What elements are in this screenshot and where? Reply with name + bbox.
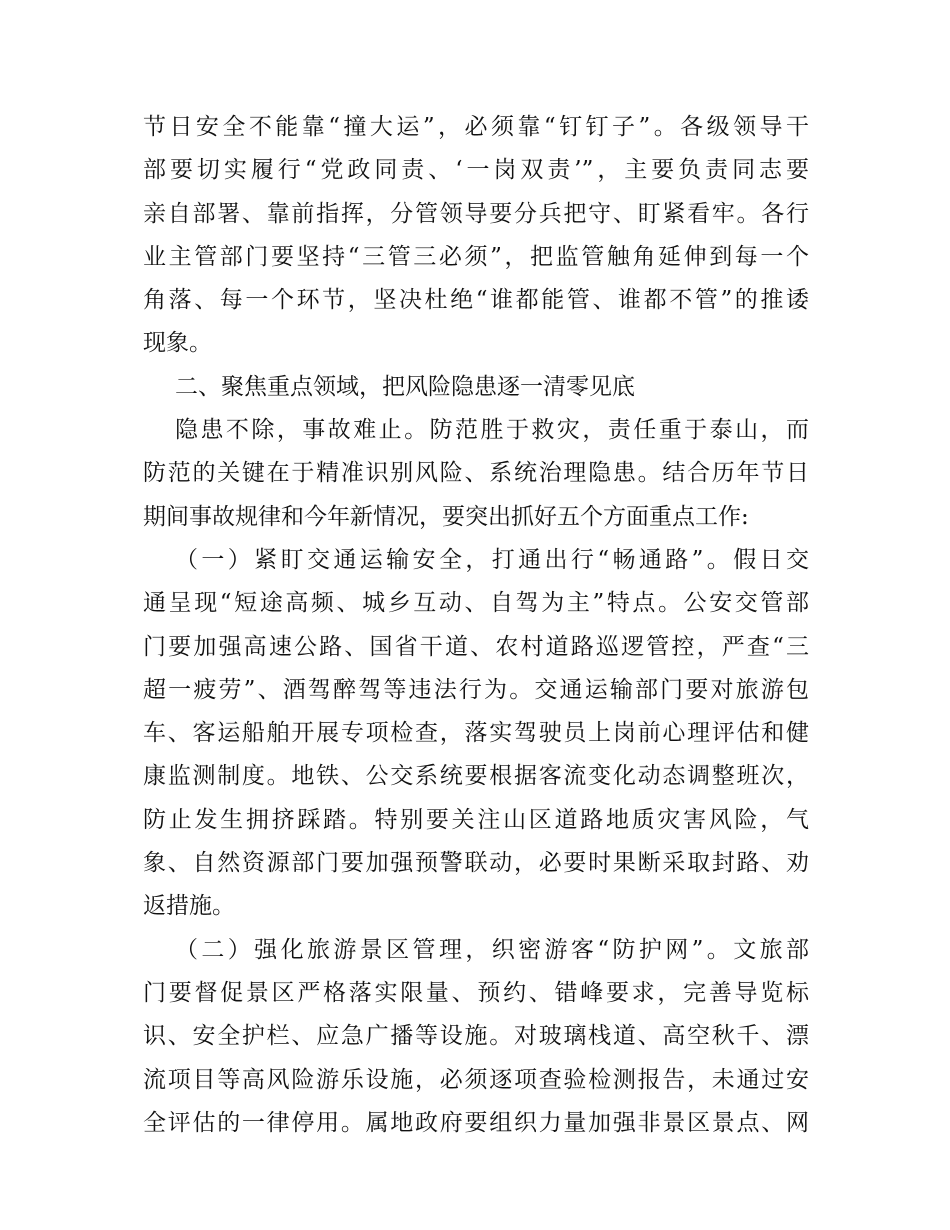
text-line: 流项目等高风险游乐设施，必须逐项查验检测报告，未通过安	[143, 1066, 809, 1093]
text-line: 防止发生拥挤踩踏。特别要关注山区道路地质灾害风险，气	[143, 806, 809, 833]
text-line: 期间事故规律和今年新情况，要突出抓好五个方面重点工作:	[143, 503, 749, 530]
text-line: （二）强化旅游景区管理，织密游客“防护网”。文旅部	[175, 936, 809, 963]
text-line: 超一疲劳”、酒驾醉驾等违法行为。交通运输部门要对旅游包	[143, 676, 809, 703]
text-line: 现象。	[143, 330, 212, 357]
text-line: 节日安全不能靠“撞大运”，必须靠“钉钉子”。各级领导干	[143, 114, 809, 140]
paragraph	[143, 539, 809, 929]
text-line: 通呈现“短途高频、城乡互动、自驾为主”特点。公安交管部	[143, 590, 809, 617]
text-line: 隐患不除，事故难止。防范胜于救灾，责任重于泰山，而	[175, 417, 809, 444]
text-line: 门要督促景区严格落实限量、预约、错峰要求，完善导览标	[143, 979, 809, 1006]
text-line: 康监测制度。地铁、公交系统要根据客流变化动态调整班次，	[143, 763, 809, 790]
paragraph	[143, 366, 809, 409]
text-line: 角落、每一个环节，坚决杜绝“谁都能管、谁都不管”的推诿	[143, 287, 809, 314]
paragraph	[143, 929, 809, 1145]
text-line: 全评估的一律停用。属地政府要组织力量加强非景区景点、网	[143, 1109, 809, 1136]
document-page	[143, 106, 809, 1145]
paragraph	[143, 409, 809, 539]
text-line: （一）紧盯交通运输安全，打通出行“畅通路”。假日交	[175, 546, 809, 573]
paragraph	[143, 106, 809, 366]
text-line: 象、自然资源部门要加强预警联动，必要时果断采取封路、劝	[143, 850, 809, 877]
text-line: 二、聚焦重点领域，把风险隐患逐一清零见底	[175, 373, 635, 400]
text-line: 业主管部门要坚持“三管三必须”，把监管触角延伸到每一个	[143, 243, 809, 270]
text-line: 亲自部署、靠前指挥，分管领导要分兵把守、盯紧看牢。各行	[143, 200, 809, 227]
text-line: 识、安全护栏、应急广播等设施。对玻璃栈道、高空秋千、漂	[143, 1023, 809, 1050]
text-line: 部要切实履行“党政同责、‘一岗双责’”，主要负责同志要	[143, 157, 809, 184]
text-line: 防范的关键在于精准识别风险、系统治理隐患。结合历年节日	[143, 460, 809, 487]
text-line: 车、客运船舶开展专项检查，落实驾驶员上岗前心理评估和健	[143, 720, 809, 747]
text-line: 返措施。	[143, 893, 235, 920]
text-line: 门要加强高速公路、国省干道、农村道路巡逻管控，严查“三	[143, 633, 809, 660]
